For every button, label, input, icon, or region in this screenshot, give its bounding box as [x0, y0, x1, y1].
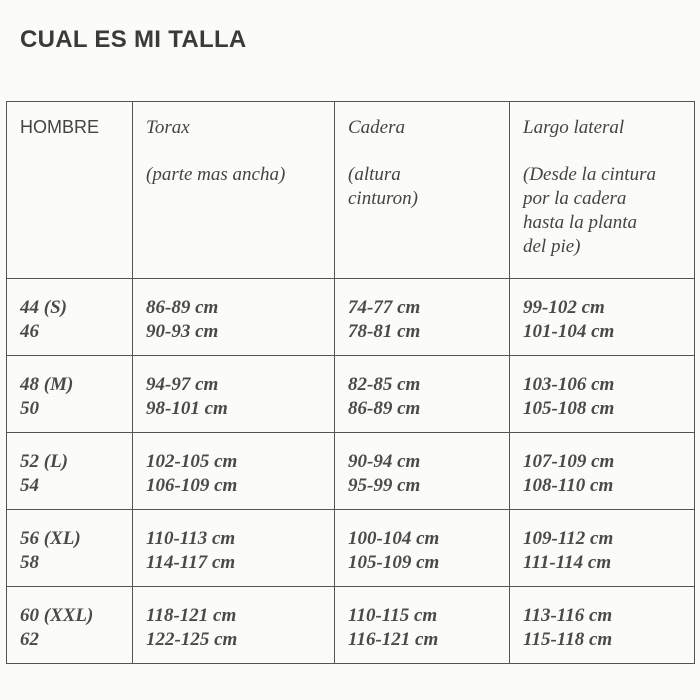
largo-value: 101-104 cm: [523, 321, 615, 342]
table-row: [7, 433, 695, 510]
cadera-value: 82-85 cm: [348, 374, 421, 395]
size-value: 46: [20, 321, 39, 342]
size-value: 50: [20, 398, 39, 419]
cell-cadera: [335, 587, 510, 664]
table-row: [7, 279, 695, 356]
size-value: 54: [20, 475, 39, 496]
header-cell-cadera: [335, 102, 510, 279]
header-cell-largo: [510, 102, 695, 279]
largo-value: 108-110 cm: [523, 475, 614, 496]
cell-largo: [510, 433, 695, 510]
cadera-value: 100-104 cm: [348, 528, 440, 549]
header-row: [7, 102, 695, 279]
cell-cadera: [335, 510, 510, 587]
column-label-largo: Largo lateral: [523, 117, 625, 138]
cell-size: [7, 587, 133, 664]
torax-value: 110-113 cm: [146, 528, 236, 549]
size-value: 44 (S): [20, 297, 67, 318]
largo-value: 103-106 cm: [523, 374, 615, 395]
torax-value: 122-125 cm: [146, 629, 238, 650]
cadera-value: 90-94 cm: [348, 451, 421, 472]
table-row: [7, 510, 695, 587]
page-title: CUAL ES MI TALLA: [20, 26, 247, 53]
size-value: 58: [20, 552, 39, 573]
torax-value: 98-101 cm: [146, 398, 228, 419]
column-sub-largo: (Desde la cintura por la cadera hasta la planta del pie): [523, 164, 656, 257]
size-value: 62: [20, 629, 39, 650]
cell-largo: [510, 510, 695, 587]
cadera-value: 105-109 cm: [348, 552, 440, 573]
largo-value: 99-102 cm: [523, 297, 605, 318]
torax-value: 114-117 cm: [146, 552, 236, 573]
largo-value: 107-109 cm: [523, 451, 615, 472]
cadera-value: 110-115 cm: [348, 605, 438, 626]
largo-value: 109-112 cm: [523, 528, 614, 549]
cadera-value: 86-89 cm: [348, 398, 421, 419]
cadera-value: 116-121 cm: [348, 629, 439, 650]
cell-torax: [133, 433, 335, 510]
size-value: 60 (XXL): [20, 605, 94, 626]
cell-cadera: [335, 279, 510, 356]
size-value: 48 (M): [20, 374, 74, 395]
cadera-value: 74-77 cm: [348, 297, 421, 318]
cadera-value: 95-99 cm: [348, 475, 421, 496]
column-sub-cadera: (altura cinturon): [348, 164, 419, 209]
cell-size: [7, 433, 133, 510]
size-table: [6, 101, 695, 664]
header-cell-section: [7, 102, 133, 279]
cadera-value: 78-81 cm: [348, 321, 421, 342]
torax-value: 118-121 cm: [146, 605, 237, 626]
table-body: [7, 279, 695, 664]
cell-cadera: [335, 356, 510, 433]
cell-size: [7, 356, 133, 433]
column-sub-torax: (parte mas ancha): [146, 164, 286, 185]
column-label-cadera: Cadera: [348, 117, 405, 138]
cell-torax: [133, 279, 335, 356]
torax-value: 106-109 cm: [146, 475, 238, 496]
torax-value: 94-97 cm: [146, 374, 219, 395]
cell-cadera: [335, 433, 510, 510]
header-cell-torax: [133, 102, 335, 279]
cell-torax: [133, 356, 335, 433]
torax-value: 86-89 cm: [146, 297, 219, 318]
column-label-torax: Torax: [146, 117, 190, 138]
table-row: [7, 587, 695, 664]
largo-value: 105-108 cm: [523, 398, 615, 419]
largo-value: 111-114 cm: [523, 552, 612, 573]
size-value: 56 (XL): [20, 528, 81, 549]
cell-torax: [133, 587, 335, 664]
cell-largo: [510, 279, 695, 356]
torax-value: 102-105 cm: [146, 451, 238, 472]
table-row: [7, 356, 695, 433]
torax-value: 90-93 cm: [146, 321, 219, 342]
size-value: 52 (L): [20, 451, 69, 472]
section-label: HOMBRE: [20, 117, 100, 137]
cell-size: [7, 279, 133, 356]
cell-torax: [133, 510, 335, 587]
largo-value: 113-116 cm: [523, 605, 613, 626]
largo-value: 115-118 cm: [523, 629, 613, 650]
cell-size: [7, 510, 133, 587]
cell-largo: [510, 356, 695, 433]
cell-largo: [510, 587, 695, 664]
